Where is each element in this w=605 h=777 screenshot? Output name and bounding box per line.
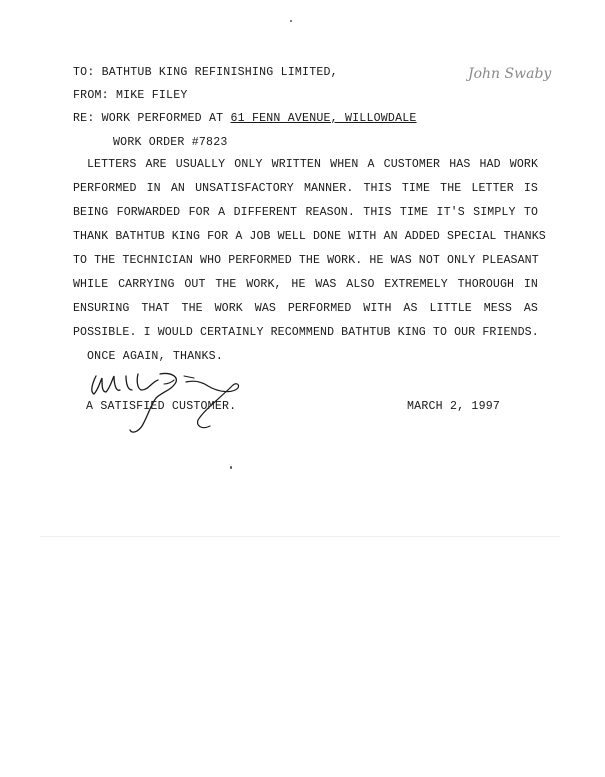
body-line: LETTERS ARE USUALLY ONLY WRITTEN WHEN A CUSTOMER HAS HAD WORK [87,158,538,171]
handwritten-note [466,62,566,84]
from-line: FROM: MIKE FILEY [73,89,188,102]
scan-speck [230,466,232,469]
date-line: MARCH 2, 1997 [407,400,501,413]
scan-speck [290,20,292,22]
body-line: ENSURING THAT THE WORK WAS PERFORMED WITH AS LITTLE MESS AS [73,302,538,315]
body-line: THANK BATHTUB KING FOR A JOB WELL DONE WITH AN ADDED SPECIAL THANKS [73,230,546,243]
work-order-line: WORK ORDER #7823 [113,136,228,149]
body-line: BEING FORWARDED FOR A DIFFERENT REASON. THIS TIME IT'S SIMPLY TO [73,206,538,219]
to-line: TO: BATHTUB KING REFINISHING LIMITED, [73,66,338,79]
body-line: PERFORMED IN AN UNSATISFACTORY MANNER. THIS TIME THE LETTER IS [73,182,538,195]
handwritten-note-text: John Swaby [468,66,552,82]
re-address: 61 FENN AVENUE, WILLOWDALE [230,112,417,125]
signoff-line: A SATISFIED CUSTOMER. [86,400,237,413]
body-line: WHILE CARRYING OUT THE WORK, HE WAS ALSO EXTREMELY THOROUGH IN [73,278,538,291]
re-line [73,112,417,126]
re-prefix: RE: WORK PERFORMED AT [73,112,231,125]
closing-line: ONCE AGAIN, THANKS. [87,350,223,363]
body-line: POSSIBLE. I WOULD CERTAINLY RECOMMEND BATHTUB KING TO OUR FRIENDS. [73,326,539,339]
scan-artifact-line [40,536,560,537]
body-line: TO THE TECHNICIAN WHO PERFORMED THE WORK. HE WAS NOT ONLY PLEASANT [73,254,539,267]
